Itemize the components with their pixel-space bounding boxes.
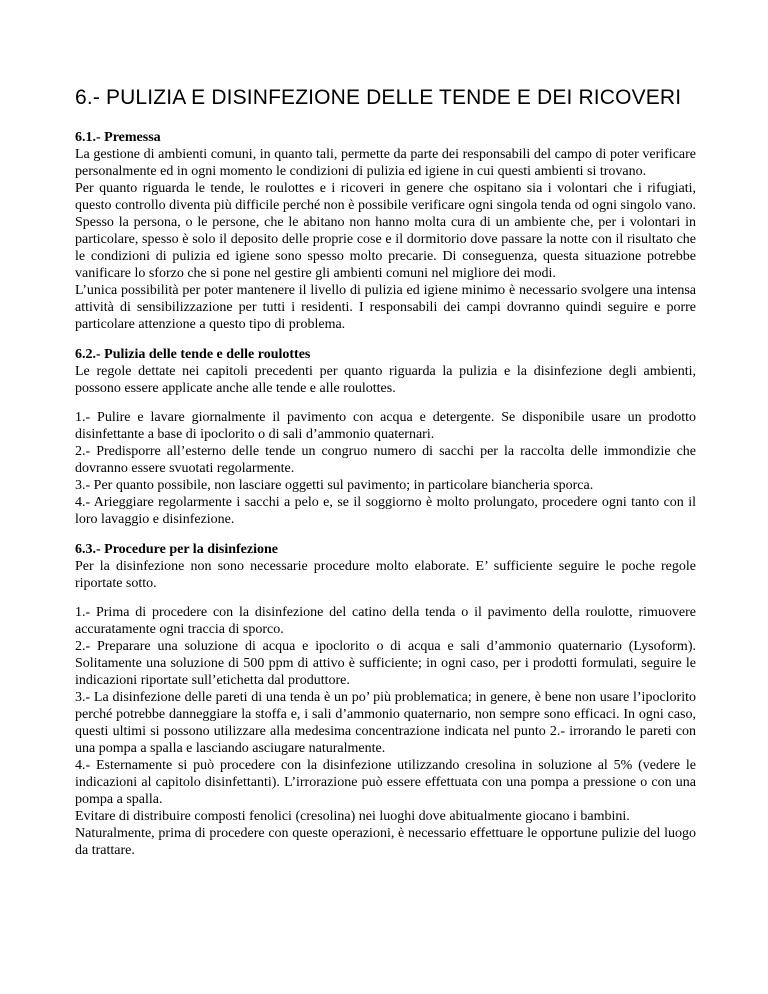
list-item: 3.- La disinfezione delle pareti di una tenda è un po’ più problematica; in genere, è bene non usare l’ipoclorito perché potrebbe danneggiare la stoffa e, i sali d’ammonio quaternario, non sempre sono efficaci. In ogni caso, questi ultimi si possono utilizzare alla medesima concentrazione indicata nel punto 2.- irrorando le pareti con una pompa a spalla e lasciando asciugare naturalmente. <box>75 690 696 756</box>
section-heading: 6.1.- Premessa <box>75 130 161 145</box>
section-heading: 6.2.- Pulizia delle tende e delle roulottes <box>75 347 311 362</box>
list-item: 1.- Pulire e lavare giornalmente il pavimento con acqua e detergente. Se disponibile usare un prodotto disinfettante a base di ipoclorito o di sali d’ammonio quaternari. <box>75 410 696 442</box>
list-item: 4.- Arieggiare regolarmente i sacchi a pelo e, se il soggiorno è molto prolungato, procedere ogni tanto con il loro lavaggio e disinfezione. <box>75 495 696 527</box>
paragraph: Per quanto riguarda le tende, le roulottes e i ricoveri in genere che ospitano sia i volontari che i rifugiati, questo controllo diventa più difficile perché non è possibile verificare ogni singola tenda od ogni singolo vano. Spesso la persona, o le persone, che le abitano non hanno molta cura di un ambiente che, per i volontari in particolare, spesso è solo il deposito delle proprie cose e il dormitorio dove passare la notte con il risultato che le condizioni di pulizia ed igiene sono spesso molto precarie. Di conseguenza, questa situazione potrebbe vanificare lo sforzo che si pone nel gestire gli ambienti comuni nel migliore dei modi. <box>75 181 696 281</box>
section-procedure-disinfezione <box>75 541 696 859</box>
section-premessa <box>75 129 696 333</box>
section-heading: 6.3.- Procedure per la disinfezione <box>75 542 278 557</box>
paragraph: Le regole dettate nei capitoli precedenti per quanto riguarda la pulizia e la disinfezione degli ambienti, possono essere applicate anche alle tende e alle roulottes. <box>75 364 696 396</box>
paragraph: Evitare di distribuire composti fenolici (cresolina) nei luoghi dove abitualmente giocano i bambini. <box>75 809 630 824</box>
section-pulizia-tende <box>75 346 696 528</box>
list-item: 1.- Prima di procedere con la disinfezione del catino della tenda o il pavimento della roulotte, rimuovere accuratamente ogni traccia di sporco. <box>75 605 696 637</box>
list-item: 2.- Predisporre all’esterno delle tende un congruo numero di sacchi per la raccolta delle immondizie che dovranno essere svuotati regolarmente. <box>75 444 696 476</box>
chapter-title: 6.- PULIZIA E DISINFEZIONE DELLE TENDE E DEI RICOVERI <box>75 86 682 109</box>
list-item: 3.- Per quanto possibile, non lasciare oggetti sul pavimento; in particolare biancheria sporca. <box>75 478 594 493</box>
list-item: 2.- Preparare una soluzione di acqua e ipoclorito o di acqua e sali d’ammonio quaternario (Lysoform). Solitamente una soluzione di 500 ppm di attivo è sufficiente; in ogni caso, per i prodotti formulati, seguire le indicazioni riportate sull’etichetta dal produttore. <box>75 639 696 688</box>
paragraph: L’unica possibilità per poter mantenere il livello di pulizia ed igiene minimo è necessario svolgere una intensa attività di sensibilizzazione per tutti i residenti. I responsabili dei campi dovranno quindi seguire e porre particolare attenzione a questo tipo di problema. <box>75 283 696 332</box>
paragraph: La gestione di ambienti comuni, in quanto tali, permette da parte dei responsabili del campo di poter verificare personalmente ed in ogni momento le condizioni di pulizia ed igiene in cui questi ambienti si trovano. <box>75 147 696 179</box>
paragraph: Per la disinfezione non sono necessarie procedure molto elaborate. E’ sufficiente seguire le poche regole riportate sotto. <box>75 559 696 591</box>
list-item: 4.- Esternamente si può procedere con la disinfezione utilizzando cresolina in soluzione al 5% (vedere le indicazioni al capitolo disinfettanti). L’irrorazione può essere effettuata con una pompa a pressione o con una pompa a spalla. <box>75 758 696 807</box>
paragraph: Naturalmente, prima di procedere con queste operazioni, è necessario effettuare le opportune pulizie del luogo da trattare. <box>75 826 696 858</box>
